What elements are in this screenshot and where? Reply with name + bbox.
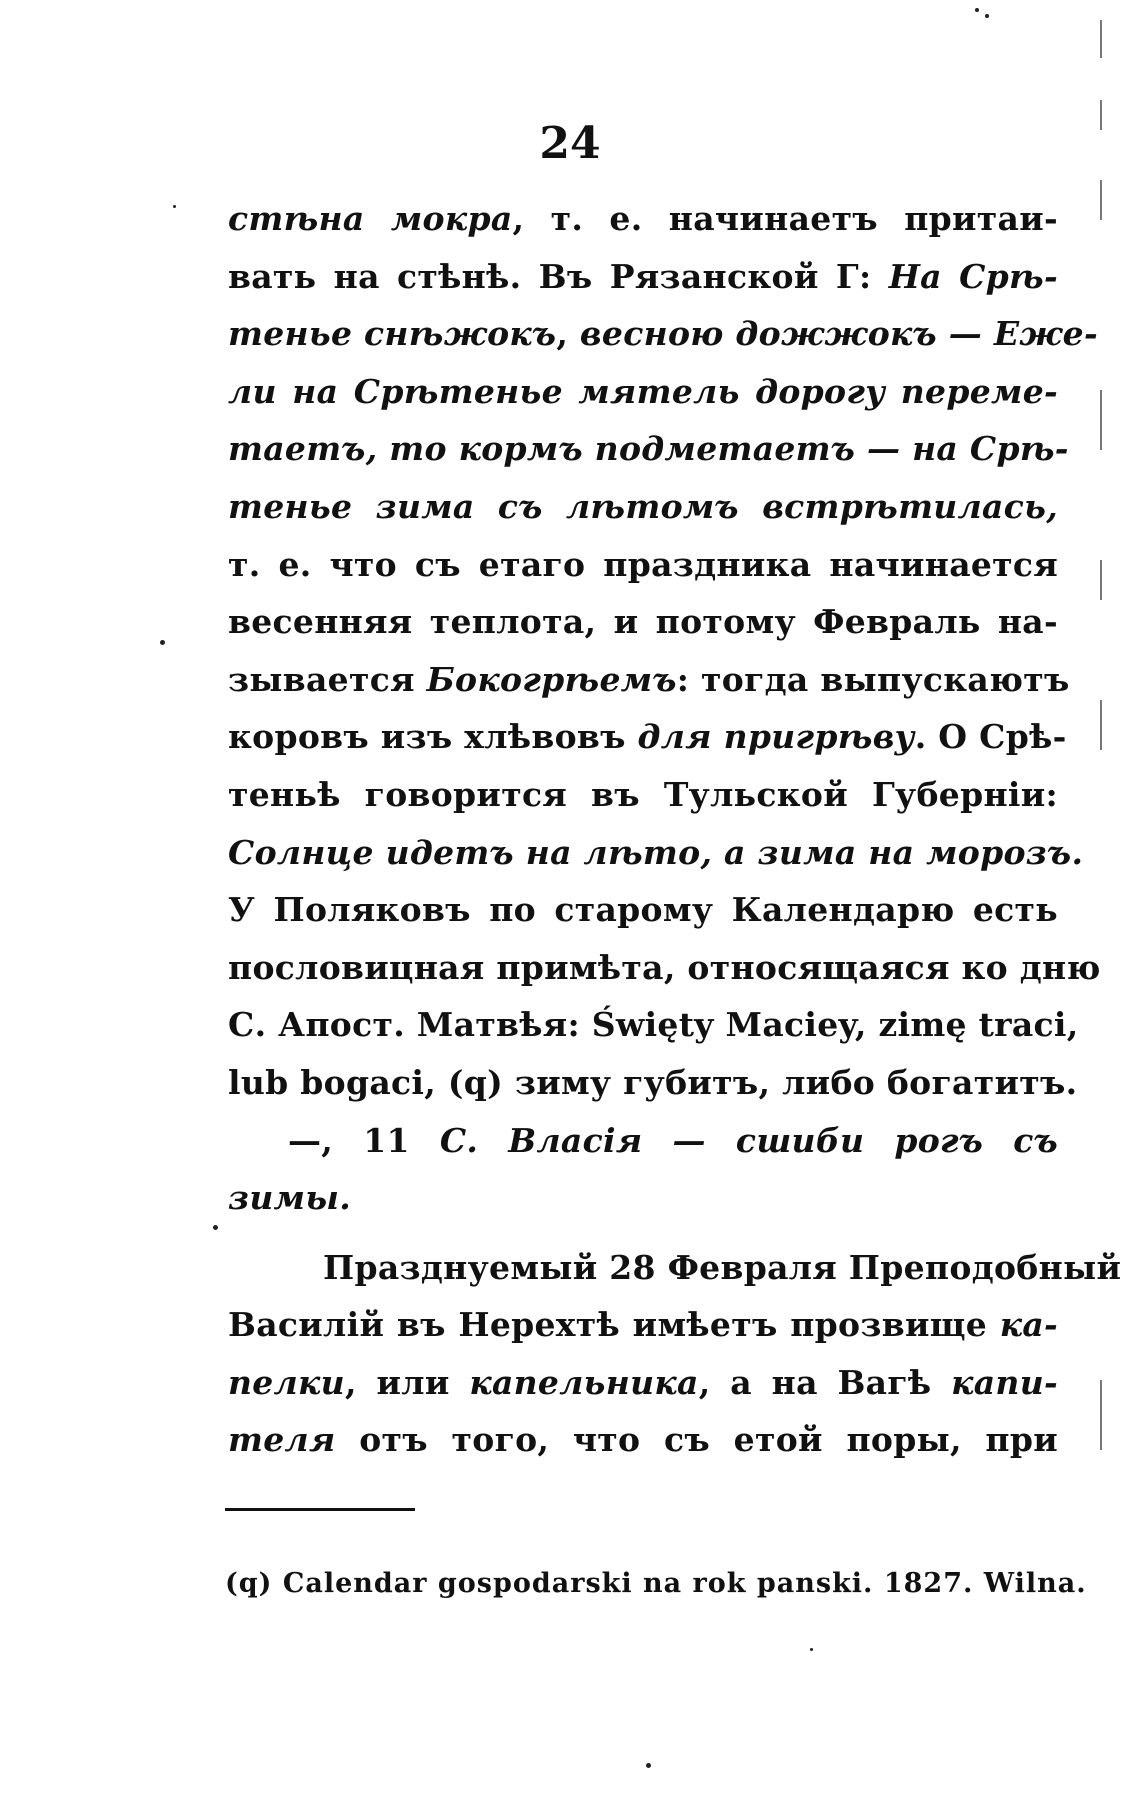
roman-text: весенняя теплота, и потому Февраль на- [228,602,1058,642]
italic-text: стѣна мокра [228,199,513,238]
roman-text: : тогда выпускаютъ [676,659,1070,699]
ink-speck [173,205,176,208]
roman-text: зывается [228,659,427,699]
page-edge-mark [1100,180,1102,220]
roman-text: теньѣ говорится въ Тульской Губерніи: [228,774,1058,814]
roman-text: , [556,314,580,354]
ink-speck [975,8,979,12]
text-line [228,420,1069,478]
italic-text: пелки [228,1362,345,1402]
text-line [228,478,1058,536]
italic-text: таетъ, то кормъ подметаетъ — на Срѣ- [228,429,1069,469]
page-edge-mark [1100,100,1102,130]
roman-text: , а на Вагѣ [698,1362,952,1402]
text-line [228,1169,1058,1227]
roman-text: пословицная примѣта, относящаяся ко дню [228,947,1101,987]
text-line [228,1296,1058,1354]
italic-text: Бокогрѣемъ [426,659,677,699]
text-line [228,305,1098,363]
italic-text: С. Власія — сшиби рогъ съ [439,1120,1058,1160]
roman-text: Василій въ Нерехтѣ имѣетъ прозвище [228,1305,1000,1345]
page-edge-mark [1100,20,1102,58]
ink-speck [985,14,989,18]
roman-text: . О Срѣ- [914,717,1067,757]
footnote-rule [225,1508,415,1511]
roman-text: вать на стѣнѣ. Въ Рязанской Г: [228,256,889,296]
paragraph-gap [228,1227,1058,1239]
page-edge-mark [1100,1380,1102,1450]
text-line [228,363,1058,421]
italic-text: теля [228,1420,336,1460]
text-line [228,881,1058,939]
text-line [228,1239,1122,1297]
ink-speck [646,1763,651,1768]
page-edge-mark [1100,390,1102,450]
roman-text: , т. е. начинаетъ притаи- [512,199,1059,238]
roman-text: У Поляковъ по старому Календарю есть [228,890,1058,930]
italic-text: тенье зима съ лѣтомъ встрѣтилась, [228,486,1058,526]
text-line [228,1112,1058,1170]
text-line [228,1054,1078,1112]
text-line [228,248,1058,306]
footnote: (q) Calendar gospodarski na rok panski. 1827. Wilna. [225,1568,1087,1599]
roman-text: С. Апост. Матвѣя: Święty Maciey, zimę traci, [228,1005,1079,1045]
italic-text: Солнце идетъ на лѣто, а зима на морозъ. [228,832,1084,872]
italic-text: ли на Срѣтенье мятель дорогу переме- [228,371,1058,411]
italic-text: зимы. [228,1178,351,1218]
roman-text: lub bogaci, (q) зиму губитъ, либо богатитъ. [228,1062,1078,1102]
text-line [228,766,1058,824]
italic-text: капи- [951,1362,1058,1402]
page-edge-mark [1100,560,1102,600]
text-line [228,536,1058,594]
body-text [228,190,1122,1469]
italic-text: На Срѣ- [888,256,1058,296]
text-line [228,593,1058,651]
italic-text: весною дожжокъ — Еже- [579,314,1098,354]
text-line [228,824,1084,882]
roman-text: коровъ изъ хлѣвовъ [228,717,638,757]
text-line [228,939,1101,997]
roman-text: Празднуемый 28 Февраля Преподобный [323,1247,1122,1287]
text-line [228,1354,1058,1412]
text-line [228,996,1079,1054]
ink-speck [810,1648,813,1651]
ink-speck [160,640,165,645]
page-number: 24 [539,118,601,169]
italic-text: для пригрѣву [637,717,915,757]
roman-text: отъ того, что съ етой поры, при [335,1420,1058,1460]
roman-text: —, 11 [288,1120,440,1160]
text-line [228,1411,1058,1469]
italic-text: ка- [999,1305,1058,1345]
italic-text: капельника [469,1362,699,1402]
text-line [228,651,1070,709]
ink-speck [213,1225,218,1230]
text-line [228,708,1067,766]
page-edge-mark [1100,700,1102,750]
roman-text: т. е. что съ етаго праздника начинается [228,544,1058,584]
text-line [228,190,1058,248]
roman-text: , или [344,1362,470,1402]
italic-text: тенье снѣжокъ [228,314,557,354]
